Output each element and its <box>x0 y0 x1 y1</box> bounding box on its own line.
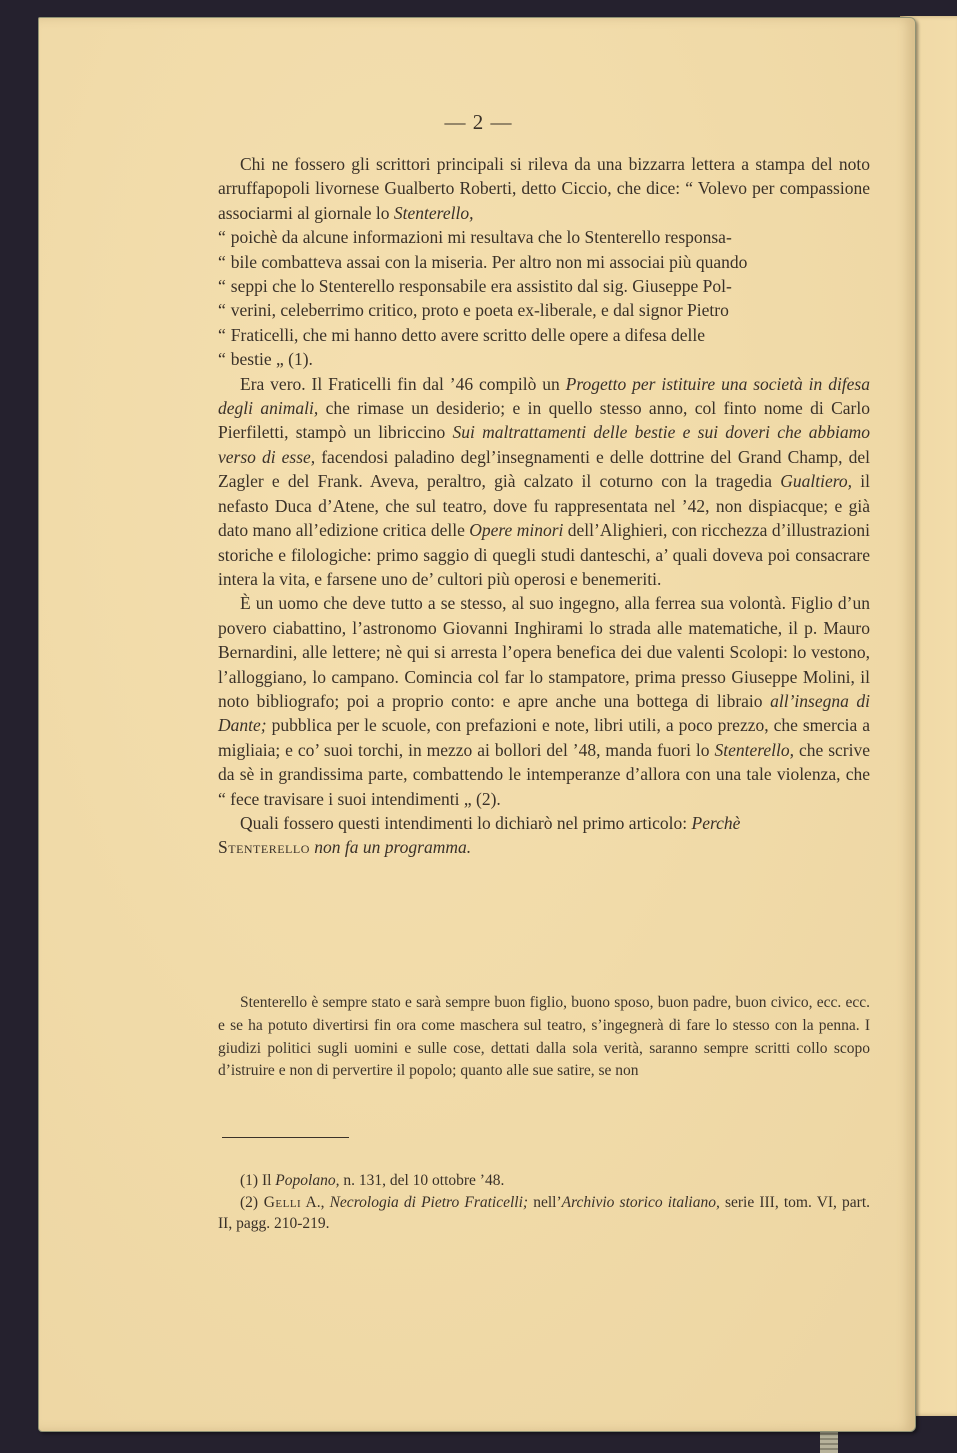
footnote-1: (1) Il Popolano, n. 131, del 10 ottobre ’48. <box>240 1172 505 1189</box>
quote-line: “ Fraticelli, che mi hanno detto avere scritto delle opere a difesa delle <box>218 324 706 345</box>
paragraph-4: Quali fossero questi intendimenti lo dichiarò nel primo articolo: Perchè Stenterello non fa un programma. <box>218 812 741 858</box>
italic-title: Sui maltrattamenti delle bestie e sui doveri che abbiamo verso di esse, <box>218 422 870 467</box>
italic-title: Opere minori <box>469 520 564 541</box>
main-body-text <box>218 152 870 860</box>
quoted-article-text: Stenterello è sempre stato e sarà sempre buon figlio, buono sposo, buon padre, buon civico, ecc. ecc. e se ha potuto divertirsi fin ora come maschera sul teatro, s’ingegnerà di fare lo stesso con la penna. I giudizi politici sugli uomini e sulle cose, dettati dalla sola verità, saranno sempre scritti collo scopo d’istruire e non di pervertire il popolo; quanto alle sue satire, se non <box>218 994 870 1080</box>
footnote-separator-rule <box>222 1137 349 1138</box>
page-number: — 2 — <box>444 110 513 134</box>
small-caps-name: Stenterello <box>218 837 310 858</box>
quoted-article-block <box>218 992 870 1083</box>
quote-line: “ bile combatteva assai con la miseria. Per altro non mi associai più quando <box>218 251 748 272</box>
italic-title: Stenterello, <box>714 739 795 760</box>
italic-title: non fa un programma. <box>309 837 472 858</box>
footnotes <box>218 1170 870 1235</box>
footnote-marker: (2) <box>240 1193 259 1211</box>
quote-line: “ seppi che lo Stenterello responsabile era assistito dal sig. Giuseppe Pol- <box>218 276 732 297</box>
italic-title: Gualtiero, <box>780 471 853 492</box>
quote-line: “ verini, celeberrimo critico, proto e poeta ex-liberale, e dal signor Pietro <box>218 300 729 321</box>
footnote-marker: (1) <box>240 1172 259 1189</box>
footnote-2: (2) Gelli A., Necrologia di Pietro Fraticelli; nell’Archivio storico italiano, serie III, tom. VI, part. II, pagg. 210-219. <box>218 1193 871 1232</box>
paragraph-1: Chi ne fossero gli scrittori principali si rileva da una bizzarra lettera a stampa del noto arruffapopoli livornese Gualberto Roberti, detto Ciccio, che dice: “ Volevo per compassione associarmi al giornale lo Stenterello, “ poichè da alcune informazioni mi resultava che lo Stenterello responsa- “ bile combatteva assai con la miseria. Per altro non mi associai più quando “ seppi che lo Stenterello responsabile era assistito dal sig. Giuseppe Pol- “ verini, celeberrimo critico, proto e poeta ex-liberale, e dal signor Pietro “ Fraticelli, che mi hanno detto avere scritto delle opere a difesa delle “ bestie „ (1). <box>218 152 870 372</box>
paragraph-2: Era vero. Il Fraticelli fin dal ’46 compilò un Progetto per istituire una società in difesa degli animali, che rimase un desiderio; e in quello stesso anno, col finto nome di Carlo Pierfiletti, stampò un libriccino Sui maltrattamenti delle bestie e sui doveri che abbiamo verso di esse, facendosi paladino degl’insegnamenti e delle dottrine del Grand Champ, del Zagler e del Frank. Aveva, peraltro, già calzato il coturno con la tragedia Gualtiero, il nefasto Duca d’Atene, che sul teatro, dove fu rappresentata nel ’42, non dispiacque; e già dato mano all’edizione critica delle Opere minori dell’Alighieri, con ricchezza d’illustrazioni storiche e filologiche: primo saggio di quegli studi danteschi, a’ quali doveva poi consacrare intera la vita, e farsene uno de’ cultori più operosi e benemeriti. <box>218 373 870 589</box>
paragraph-3: È un uomo che deve tutto a se stesso, al suo ingegno, alla ferrea sua volontà. Figlio d’un povero ciabattino, l’astronomo Giovanni Inghirami lo strada alle matematiche, il p. Mauro Bernardini, alle lettere; nè qui si arresta l’opera benefica dei due valenti Scolopi: lo vestono, l’alloggiano, lo campano. Comincia col far lo stampatore, prima presso Giuseppe Molini, il noto bibliografo; poi a proprio conto: e apre anche una bottega di libraio all’insegna di Dante; pubblica per le scuole, con prefazioni e note, libri utili, a poco prezzo, che smercia a migliaia; e co’ suoi torchi, in mezzo ai bollori del ’48, manda fuori lo Stenterello, che scrive da sè in grandissima parte, combattendo le intemperanze d’allora con una tale violenza, che “ fece travisare i suoi intendimenti „ (2). <box>218 593 871 809</box>
quote-line: “ bestie „ (1). <box>218 349 313 370</box>
italic-title: all’insegna di Dante; <box>218 690 871 736</box>
italic-title: Stenterello, <box>393 202 474 223</box>
italic-title: Perchè <box>691 812 741 833</box>
italic-title: Progetto per istituire una società in difesa degli animali, <box>218 373 870 419</box>
quote-line: “ poichè da alcune informazioni mi resultava che lo Stenterello responsa- <box>218 227 732 248</box>
